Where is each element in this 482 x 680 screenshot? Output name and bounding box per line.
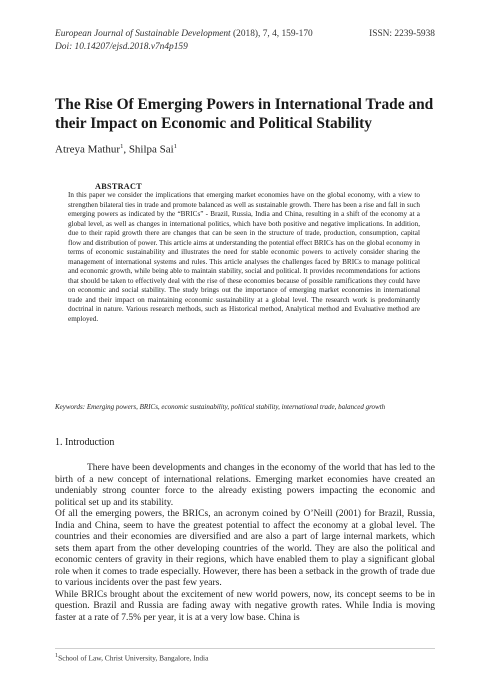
paragraph: While BRICs brought about the excitement of new world powers, now, its concept seems to be in question. Brazil and Russia are fading away with negative growth rates. While India is moving faster at a rate of 7.5% per year, it is at a very low base. China is [55,589,435,623]
author-affiliation-mark: 1 [173,143,177,150]
journal-name: European Journal of Sustainable Development [55,29,231,39]
paper-title: The Rise Of Emerging Powers in International Trade and their Impact on Economic and Political Stability [55,96,434,132]
keywords-list: Emerging powers, BRICs, economic sustainability, political stability, international trade, balanced growth [86,403,386,411]
paragraph: Of all the emerging powers, the BRICs, an acronym coined by O’Neill (2001) for Brazil, Russia, India and China, seem to have the greatest potential to affect the economy at a global level. The countries and their economies are diversified and are also a part of large internal markets, which sets them apart from the other developing countries of the world. They are also the political and economic centers of gravity in their regions, which have enabled them to play a significant global role when it comes to trade especially. However, there has been a setback in the growth of trade due to various incidents over the past few years. [55,509,435,588]
doi-line [55,41,435,54]
abstract-heading: ABSTRACT [95,182,142,191]
keywords [55,403,440,412]
doi-link[interactable]: 10.14207/ejsd.2018.v7n4p159 [74,42,188,52]
paragraph: There have been developments and changes in the economy of the world that has led to the birth of a new concept of international relations. Emerging market economies have created an undeniably strong counter force to the already existing powers impacting the economic and political set up and its stability. [55,463,435,508]
author-name: Atreya Mathur [55,143,121,156]
doi-label: Doi: [55,42,75,52]
issn: ISSN: 2239-5938 [369,29,435,39]
author-list [55,143,177,156]
author-affiliation-mark: 1 [120,143,124,150]
abstract-text: In this paper we consider the implications that emerging market economies have on the global economy, with a view to strengthen bilateral ties in trade and promote balanced as well as sustainable growth. There has been a rise and fall in such emerging powers as indicated by the “BRICs” - Brazil, Russia, India and China, resulting in a shift of the economy at a global level, as well as changes in international politics, which have both positive and negative implications. In addition, due to their rapid growth there are changes that can be seen in the structure of trade, production, consumption, capital flow and distribution of power. This article aims at understanding the potential effect BRICs has on the global economy in terms of economic sustainability and illustrates the need for stable economic powers to actively consider sharing the management of international systems and rules. This article analyses the challenges faced by BRICs to manage political and economic growth, while being able to maintain stability, social and political. It provides recommendations for actions that should be taken to effectively deal with the rise of these economies because of possible ramifications they could have on economic and social stability. The study brings out the importance of emerging market economies in international trade and their impact on maintaining economic sustainability at a global level. The research work is predominantly doctrinal in nature. Various research methods, such as Historical method, Analytical method and Evaluative method are employed. [68,191,420,323]
author-name: Shilpa Sai [128,143,174,156]
footnote-mark: 1 [55,653,59,659]
keywords-label: Keywords: [55,403,87,411]
footnote-text: School of Law, Christ University, Bangalore, India [58,653,209,663]
footnote-divider [55,648,435,649]
body-text [55,463,435,624]
journal-header [55,28,435,54]
citation-details: (2018), 7, 4, 159-170 [230,29,313,39]
footnote [55,653,208,662]
author-separator: , [123,143,129,156]
section-heading: 1. Introduction [55,437,115,448]
